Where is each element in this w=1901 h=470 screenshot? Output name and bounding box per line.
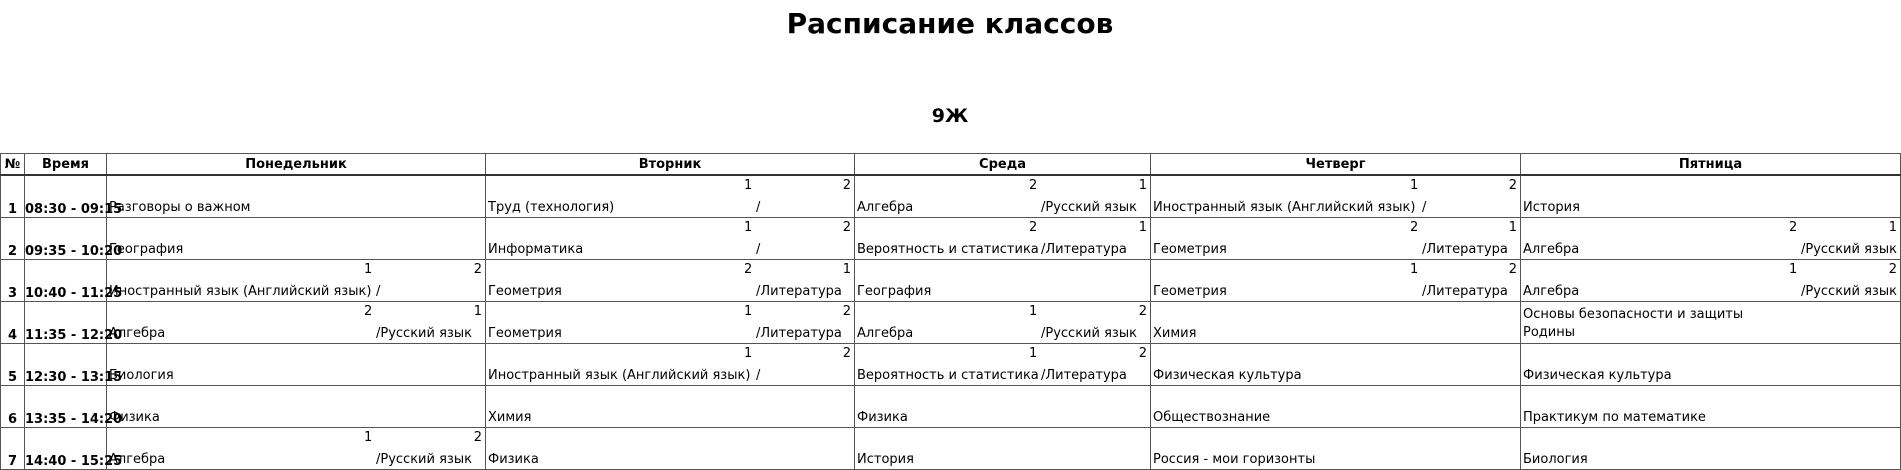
cell-friday <box>1521 175 1901 218</box>
cell-tuesday <box>486 302 855 344</box>
subject-line-2: Родины <box>1523 325 1575 340</box>
group-number: 2 <box>1029 178 1038 193</box>
table-row <box>1 428 1901 470</box>
table-row <box>1 218 1901 260</box>
cell-tuesday <box>486 175 855 218</box>
group-number: 2 <box>1789 220 1798 235</box>
subject-line-1: Основы безопасности и защиты <box>1523 307 1744 322</box>
lesson-number: 4 <box>1 302 25 344</box>
group-number: 2 <box>473 430 482 445</box>
cell-friday <box>1521 386 1901 428</box>
subject: Геометрия <box>1153 242 1227 257</box>
lesson-time: 14:40 - 15:25 <box>25 428 107 470</box>
subject: Алгебра <box>1523 284 1580 299</box>
subject: Физика <box>857 410 908 425</box>
group-number: 2 <box>842 346 851 361</box>
group-number: 2 <box>1410 220 1419 235</box>
subject: Алгебра <box>857 200 914 215</box>
subject: Иностранный язык (Английский язык) <box>1153 200 1416 215</box>
header-friday: Пятница <box>1521 154 1901 176</box>
header-thursday: Четверг <box>1151 154 1521 176</box>
header-num: № <box>1 154 25 176</box>
subject: Разговоры о важном <box>109 200 251 215</box>
subject-second-group: /Русский язык <box>1041 326 1137 341</box>
cell-thursday <box>1151 175 1521 218</box>
cell-wednesday <box>855 302 1151 344</box>
subject-second-group: /Литература <box>1422 242 1508 257</box>
group-number: 1 <box>1888 220 1897 235</box>
lesson-number: 5 <box>1 344 25 386</box>
subject-second-group: /Русский язык <box>1801 284 1897 299</box>
cell-thursday <box>1151 344 1521 386</box>
header-tuesday: Вторник <box>486 154 855 176</box>
group-number: 1 <box>1138 220 1147 235</box>
cell-wednesday <box>855 175 1151 218</box>
subject-second-group: /Русский язык <box>1041 200 1137 215</box>
subject: Физика <box>488 452 539 467</box>
lesson-time: 10:40 - 11:25 <box>25 260 107 302</box>
subject-second-group: /Русский язык <box>1801 242 1897 257</box>
lesson-number: 2 <box>1 218 25 260</box>
cell-wednesday <box>855 386 1151 428</box>
group-number: 1 <box>744 220 753 235</box>
lesson-time: 12:30 - 13:15 <box>25 344 107 386</box>
group-number: 2 <box>364 304 373 319</box>
subject-second-group: / <box>756 200 761 215</box>
subject: Геометрия <box>1153 284 1227 299</box>
subject: Алгебра <box>1523 242 1580 257</box>
cell-wednesday <box>855 344 1151 386</box>
page-title: Расписание классов <box>786 7 1114 40</box>
cell-friday <box>1521 260 1901 302</box>
table-row <box>1 260 1901 302</box>
class-name: 9Ж <box>931 105 969 127</box>
cell-monday <box>107 386 486 428</box>
table-row <box>1 344 1901 386</box>
cell-monday <box>107 218 486 260</box>
subject: Иностранный язык (Английский язык) <box>488 368 751 383</box>
header-row <box>1 154 1901 176</box>
table-row <box>1 302 1901 344</box>
cell-thursday <box>1151 428 1521 470</box>
lesson-time: 13:35 - 14:20 <box>25 386 107 428</box>
group-number: 1 <box>744 304 753 319</box>
subject-second-group: /Литература <box>756 284 842 299</box>
subject: Иностранный язык (Английский язык) <box>109 284 372 299</box>
subject: Физика <box>109 410 160 425</box>
subject: Биология <box>109 368 174 383</box>
group-number: 1 <box>364 430 373 445</box>
cell-thursday <box>1151 260 1521 302</box>
table-row <box>1 175 1901 218</box>
subject-second-group: /Литература <box>1422 284 1508 299</box>
cell-thursday <box>1151 218 1521 260</box>
subject: Вероятность и статистика <box>857 368 1039 383</box>
subject-second-group: / <box>1422 200 1427 215</box>
subject: Алгебра <box>109 452 166 467</box>
cell-tuesday <box>486 218 855 260</box>
subject: Химия <box>1153 326 1197 341</box>
schedule-table <box>0 153 1901 470</box>
group-number: 2 <box>1138 346 1147 361</box>
lesson-time: 09:35 - 10:20 <box>25 218 107 260</box>
cell-monday <box>107 302 486 344</box>
subject-second-group: / <box>756 368 761 383</box>
group-number: 2 <box>1508 178 1517 193</box>
subject: Физическая культура <box>1523 368 1672 383</box>
group-number: 2 <box>1138 304 1147 319</box>
subject: Геометрия <box>488 284 562 299</box>
group-number: 1 <box>1410 262 1419 277</box>
subject-second-group: /Литература <box>1041 368 1127 383</box>
lesson-number: 7 <box>1 428 25 470</box>
cell-thursday <box>1151 386 1521 428</box>
group-number: 1 <box>1410 178 1419 193</box>
group-number: 2 <box>842 304 851 319</box>
cell-friday <box>1521 218 1901 260</box>
table-row <box>1 386 1901 428</box>
group-number: 1 <box>842 262 851 277</box>
subject: Алгебра <box>857 326 914 341</box>
group-number: 2 <box>744 262 753 277</box>
subject-second-group: / <box>756 242 761 257</box>
header-monday: Понедельник <box>107 154 486 176</box>
group-number: 2 <box>842 220 851 235</box>
header-time: Время <box>25 154 107 176</box>
subject: Обществознание <box>1153 410 1271 425</box>
subject-second-group: /Литература <box>1041 242 1127 257</box>
group-number: 2 <box>1508 262 1517 277</box>
cell-monday <box>107 344 486 386</box>
cell-wednesday <box>855 428 1151 470</box>
subject: Практикум по математике <box>1523 410 1706 425</box>
lesson-number: 3 <box>1 260 25 302</box>
group-number: 2 <box>842 178 851 193</box>
cell-monday <box>107 175 486 218</box>
subject-second-group: /Русский язык <box>376 452 472 467</box>
subject: Химия <box>488 410 532 425</box>
cell-friday <box>1521 344 1901 386</box>
subject-second-group: /Литература <box>756 326 842 341</box>
lesson-time: 08:30 - 09:15 <box>25 175 107 218</box>
subject: Информатика <box>488 242 584 257</box>
cell-monday <box>107 428 486 470</box>
subject-second-group: /Русский язык <box>376 326 472 341</box>
lesson-time: 11:35 - 12:20 <box>25 302 107 344</box>
cell-friday <box>1521 428 1901 470</box>
cell-wednesday <box>855 218 1151 260</box>
subject: История <box>857 452 914 467</box>
subject: Физическая культура <box>1153 368 1302 383</box>
lesson-number: 1 <box>1 175 25 218</box>
cell-tuesday <box>486 344 855 386</box>
subject: Биология <box>1523 452 1588 467</box>
group-number: 1 <box>1508 220 1517 235</box>
group-number: 1 <box>473 304 482 319</box>
group-number: 1 <box>744 178 753 193</box>
cell-tuesday <box>486 386 855 428</box>
group-number: 1 <box>1138 178 1147 193</box>
cell-monday <box>107 260 486 302</box>
cell-friday <box>1521 302 1901 344</box>
lesson-number: 6 <box>1 386 25 428</box>
subject-second-group: / <box>376 284 381 299</box>
group-number: 1 <box>1029 346 1038 361</box>
cell-tuesday <box>486 428 855 470</box>
header-wednesday: Среда <box>855 154 1151 176</box>
subject: Алгебра <box>109 326 166 341</box>
subject-two-line <box>1523 306 1743 342</box>
subject: История <box>1523 200 1580 215</box>
cell-thursday <box>1151 302 1521 344</box>
cell-tuesday <box>486 260 855 302</box>
group-number: 1 <box>1789 262 1798 277</box>
group-number: 2 <box>1888 262 1897 277</box>
subject: Россия - мои горизонты <box>1153 452 1316 467</box>
subject: География <box>109 242 184 257</box>
subject: Труд (технология) <box>488 200 615 215</box>
group-number: 1 <box>744 346 753 361</box>
group-number: 2 <box>1029 220 1038 235</box>
cell-wednesday <box>855 260 1151 302</box>
subject: Геометрия <box>488 326 562 341</box>
group-number: 2 <box>473 262 482 277</box>
subject: География <box>857 284 932 299</box>
group-number: 1 <box>364 262 373 277</box>
group-number: 1 <box>1029 304 1038 319</box>
subject: Вероятность и статистика <box>857 242 1039 257</box>
